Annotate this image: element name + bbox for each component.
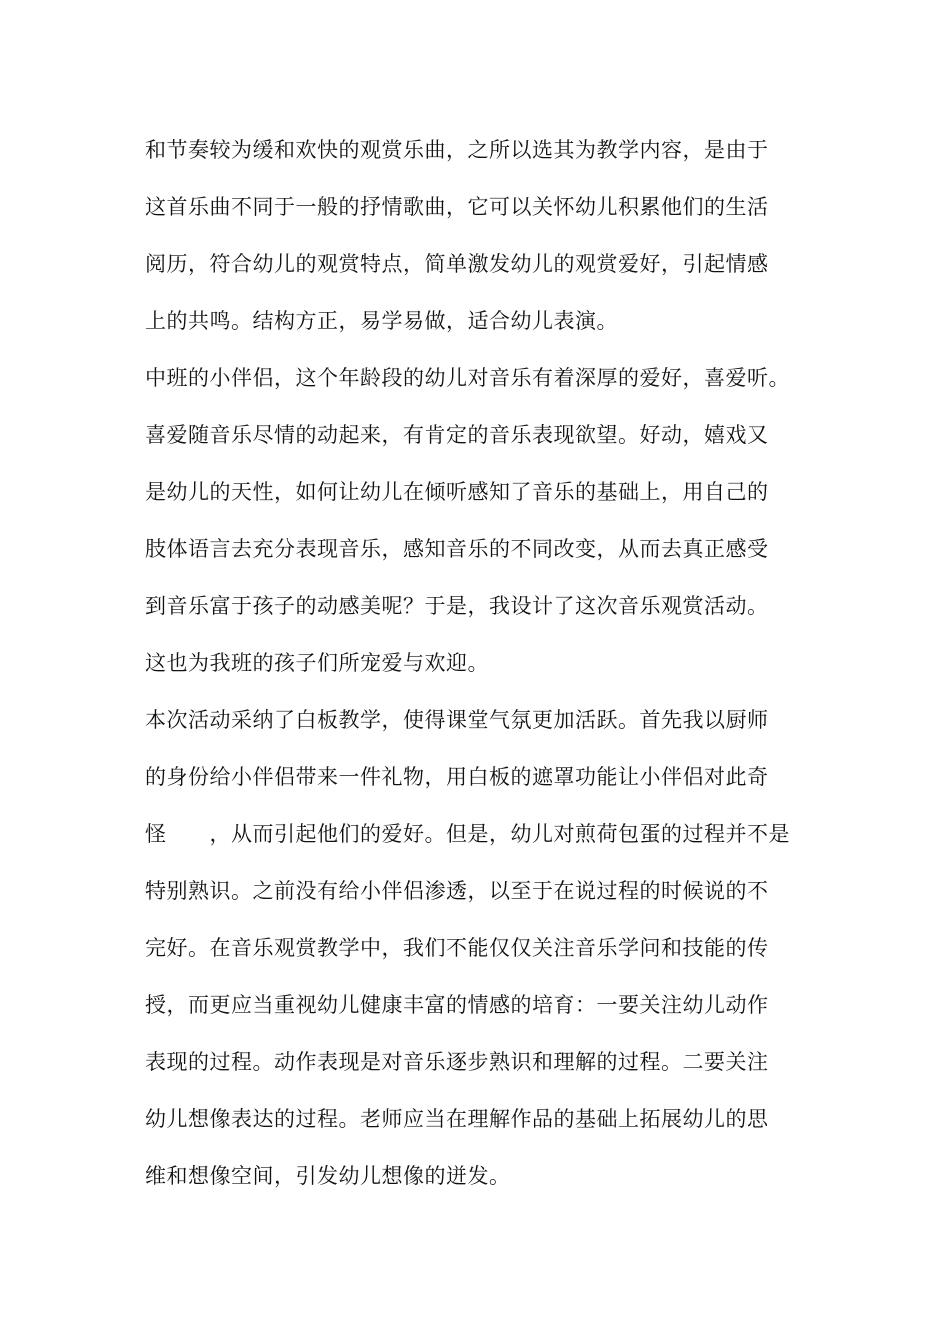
text-line: 授，而更应当重视幼儿健康丰富的情感的培育：一要关注幼儿动作 — [145, 993, 769, 1017]
text-line: 喜爱随音乐尽情的动起来，有肯定的音乐表现欲望。好动，嬉戏又 — [145, 423, 769, 447]
text-line: 完好。在音乐观赏教学中，我们不能仅仅关注音乐学问和技能的传 — [145, 936, 769, 960]
text-line: 幼儿想像表达的过程。老师应当在理解作品的基础上拓展幼儿的思 — [145, 1107, 769, 1131]
text-line: 和节奏较为缓和欢快的观赏乐曲，之所以选其为教学内容，是由于 — [145, 138, 769, 162]
text-line: 肢体语言去充分表现音乐，感知音乐的不同改变，从而去真正感受 — [145, 537, 769, 561]
text-line: 表现的过程。动作表现是对音乐逐步熟识和理解的过程。二要关注 — [145, 1050, 769, 1074]
text-line: 的身份给小伴侣带来一件礼物，用白板的遮罩功能让小伴侣对此奇 — [145, 765, 769, 789]
text-line: 怪 ，从而引起他们的爱好。但是，幼儿对煎荷包蛋的过程并不是 — [145, 822, 790, 846]
text-line: 阅历，符合幼儿的观赏特点，简单激发幼儿的观赏爱好，引起情感 — [145, 252, 769, 276]
text-line: 到音乐富于孩子的动感美呢？于是，我设计了这次音乐观赏活动。 — [145, 594, 769, 618]
text-line: 上的共鸣。结构方正，易学易做，适合幼儿表演。 — [145, 309, 618, 333]
text-line: 是幼儿的天性，如何让幼儿在倾听感知了音乐的基础上，用自己的 — [145, 480, 769, 504]
text-line: 这也为我班的孩子们所宠爱与欢迎。 — [145, 651, 489, 675]
text-line: 这首乐曲不同于一般的抒情歌曲，它可以关怀幼儿积累他们的生活 — [145, 195, 769, 219]
text-line: 中班的小伴侣，这个年龄段的幼儿对音乐有着深厚的爱好，喜爱听。 — [145, 366, 790, 390]
text-line: 维和想像空间，引发幼儿想像的迸发。 — [145, 1164, 511, 1188]
text-line: 本次活动采纳了白板教学，使得课堂气氛更加活跃。首先我以厨师 — [145, 708, 769, 732]
document-body — [145, 128, 845, 1211]
text-line: 特别熟识。之前没有给小伴侣渗透，以至于在说过程的时候说的不 — [145, 879, 769, 903]
